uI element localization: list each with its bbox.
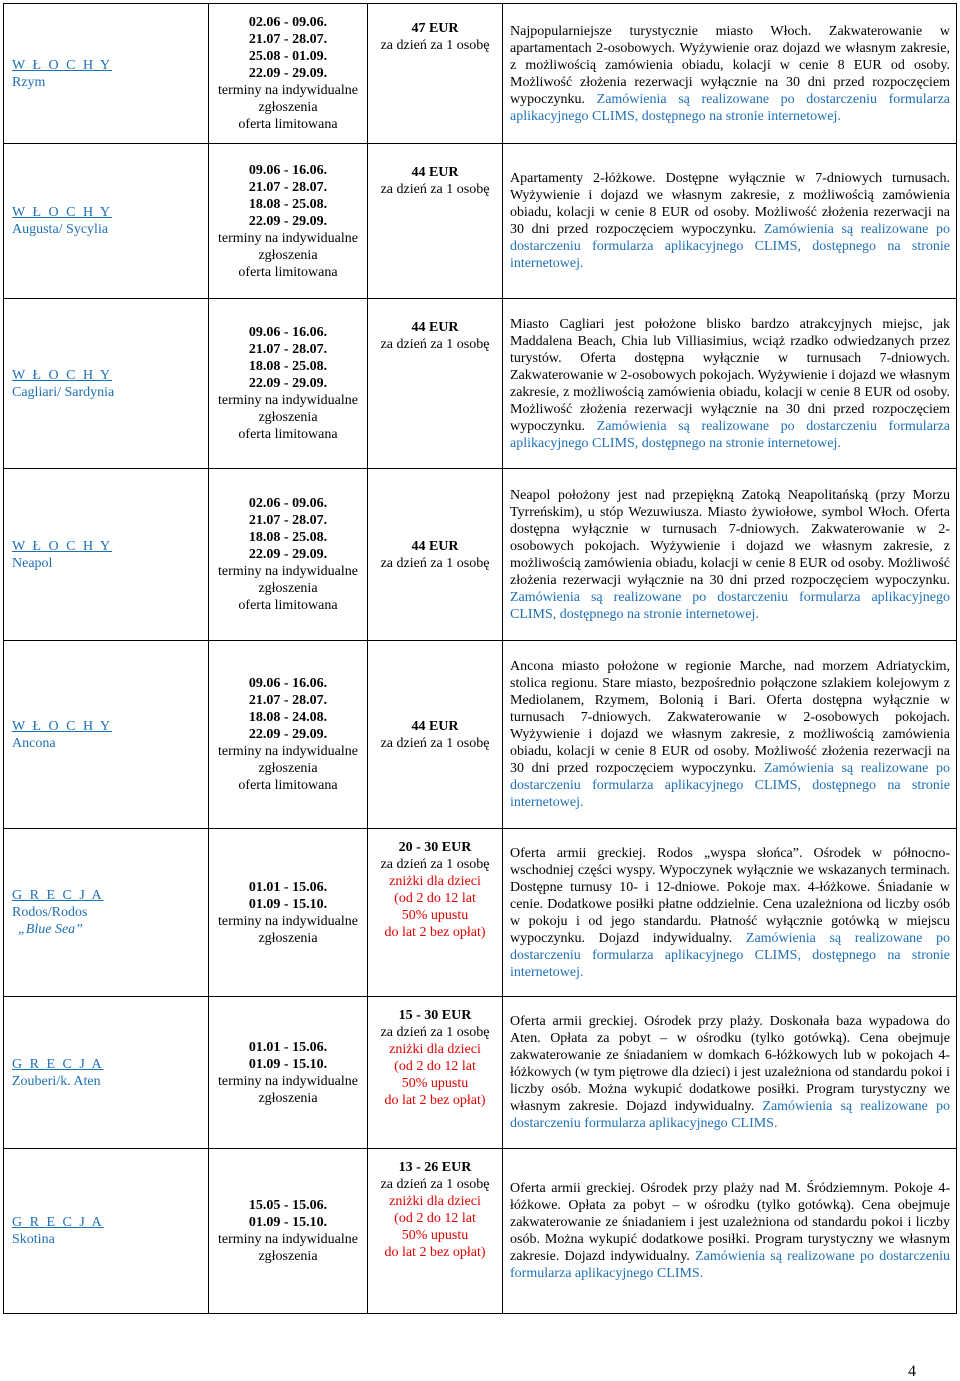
booking-note: terminy na indywidualne (218, 1232, 358, 1247)
date-range: 01.09 - 15.10. (248, 1215, 328, 1230)
child-discount-note: zniżki dla dzieci (389, 1194, 481, 1209)
destination-cell (4, 469, 209, 641)
description-segment: Oferta armii greckiej. Ośrodek przy plaży. Doskonała baza wypadowa do Aten. Opłata za pobyt – w ośrodku (tylko gotówką). Cena obejmuje zakwaterowanie ze śniadaniem w domkach 6-łóżkowych lub w pokojach 4-łóżkowych (w tym piętrowe dla dzieci) i jest uzależniona od standardu pokoi i liczby osób. Można wykupić dodatkowe posiłki. Program turystyczny we własnym zakresie. Dojazd indywidualny. (510, 1014, 950, 1114)
description-cell (503, 641, 957, 829)
date-range: 22.09 - 29.09. (248, 213, 328, 229)
booking-note: oferta limitowana (238, 264, 338, 280)
description-text (510, 658, 950, 811)
offer-row (4, 829, 957, 997)
description-segment: Apartamenty 2-łóżkowe. Dostępne wyłącznie w 7-dniowych turnusach. (510, 171, 950, 186)
price-value: 44 EUR (411, 538, 459, 554)
dates-cell (209, 299, 368, 469)
booking-note: zgłoszenia (258, 581, 318, 596)
description-cell (503, 144, 957, 299)
destination-cell (4, 1149, 209, 1314)
resort-name: „Blue Sea” (18, 922, 83, 937)
booking-note: terminy na indywidualne (218, 230, 358, 246)
date-range: 01.09 - 15.10. (248, 896, 328, 912)
date-range: 18.08 - 24.08. (248, 710, 328, 725)
date-range: 02.06 - 09.06. (248, 15, 328, 30)
description-segment: Wyżywienie oraz dojazd we własnym zakresie, z możliwością zamówienia obiadu, kolacji w cenie 8 EUR od osoby. (510, 40, 950, 73)
description-segment: Miasto Cagliari jest położone blisko bardzo atrakcyjnych miejsc, jak Maddalena Beach, Chia lub Villiasimius, wciąż rzadko odwiedzanych przez turystów. (510, 316, 950, 366)
date-range: 25.08 - 01.09. (248, 49, 328, 64)
booking-note: terminy na indywidualne (218, 744, 358, 759)
offer-row (4, 299, 957, 469)
child-discount-note: 50% upustu (401, 1228, 469, 1243)
city-name: Ancona (12, 735, 56, 751)
child-discount-note: 50% upustu (401, 908, 469, 923)
description-segment: Najpopularniejsze turystycznie miasto Włoch. Zakwaterowanie w apartamentach 2-osobowych. (510, 23, 950, 56)
country-name: W Ł O C H Y (12, 367, 113, 383)
country-name: W Ł O C H Y (12, 205, 113, 220)
booking-note: zgłoszenia (258, 410, 318, 425)
description-text (510, 845, 950, 981)
city-name: Neapol (12, 555, 53, 571)
description-segment: Oferta armii greckiej. Rodos „wyspa słońca”. Ośrodek w północno-wschodniej części wyspy. Wypoczynek wyłącznie we wskazanych terminach. Dostępne turnusy 10- i 12-dniowe. Pokoje max. 4-łóżkowe. Śniadanie w cenie. Dodatkowe posiłki płatne oddzielnie. Cena uzależniona od liczby osób w pokoju i od jego standardu. Płatność wyłącznie gotówką w miejscu wypoczynku. Dojazd indywidualny. (510, 845, 950, 946)
price-unit: za dzień za 1 osobę (380, 555, 490, 571)
child-discount-note: zniżki dla dzieci (389, 1042, 481, 1057)
price-value: 44 EUR (411, 718, 459, 734)
dates-cell (209, 641, 368, 829)
price-value: 44 EUR (411, 320, 459, 335)
booking-note: terminy na indywidualne (218, 913, 358, 929)
price-cell (368, 997, 503, 1149)
date-range: 21.07 - 28.07. (248, 179, 328, 195)
date-range: 18.08 - 25.08. (248, 196, 328, 212)
offer-row (4, 1149, 957, 1314)
booking-note: zgłoszenia (258, 247, 318, 263)
clims-order-note: Zamówienia są realizowane po dostarczeniu formularza aplikacyjnego CLIMS. (510, 1099, 950, 1131)
destination-cell (4, 829, 209, 997)
offers-table (3, 3, 957, 1314)
country-name: G R E C J A (12, 1215, 104, 1230)
country-name: G R E C J A (12, 888, 104, 903)
price-unit: za dzień za 1 osobę (380, 1025, 490, 1040)
child-discount-note: do lat 2 bez opłat) (384, 1093, 486, 1108)
date-range: 21.07 - 28.07. (248, 693, 328, 708)
booking-note: terminy na indywidualne (218, 83, 358, 98)
description-cell (503, 469, 957, 641)
city-name: Augusta/ Sycylia (12, 222, 109, 237)
price-cell (368, 829, 503, 997)
booking-note: terminy na indywidualne (218, 1073, 358, 1089)
child-discount-note: do lat 2 bez opłat) (384, 1245, 486, 1260)
offer-row (4, 641, 957, 829)
description-segment: Możliwość złożenia rezerwacji wyłącznie na 30 dni przed rozpoczęciem wypoczynku. (510, 74, 950, 107)
price-cell (368, 299, 503, 469)
booking-note: zgłoszenia (258, 100, 318, 115)
date-range: 01.09 - 15.10. (248, 1056, 328, 1072)
city-name: Cagliari/ Sardynia (12, 384, 115, 400)
description-cell (503, 1149, 957, 1314)
description-segment: Wyżywienie i dojazd we własnym zakresie, z możliwością zamówienia obiadu, kolacji w cenie 8 EUR od osoby. (510, 188, 950, 220)
description-segment: Neapol położony jest nad przepiękną Zatoką Neapolitańską (przy Morzu Tyrreńskim), u stóp Wezuwiusza. Miasto żywiołowe, symbol Włoch. (510, 487, 950, 520)
date-range: 22.09 - 29.09. (248, 376, 328, 391)
price-value: 44 EUR (411, 165, 459, 180)
description-cell (503, 829, 957, 997)
booking-note: oferta limitowana (238, 427, 338, 442)
date-range: 01.01 - 15.06. (248, 879, 328, 895)
description-segment: Możliwość złożenia rezerwacji wyłącznie na 30 dni przed rozpoczęciem wypoczynku. (510, 555, 950, 588)
price-value: 20 - 30 EUR (398, 840, 472, 855)
date-range: 22.09 - 29.09. (248, 66, 328, 81)
description-segment: Możliwość złożenia rezerwacji wyłącznie na 30 dni przed rozpoczęciem wypoczynku. (510, 401, 950, 434)
description-cell (503, 299, 957, 469)
date-range: 09.06 - 16.06. (248, 162, 328, 178)
dates-cell (209, 829, 368, 997)
city-name: Rzym (12, 74, 46, 90)
price-value: 15 - 30 EUR (398, 1008, 472, 1023)
date-range: 02.06 - 09.06. (248, 496, 328, 511)
child-discount-note: 50% upustu (401, 1076, 469, 1091)
booking-note: zgłoszenia (258, 1249, 318, 1264)
description-segment: Ancona miasto położone w regionie Marche, nad morzem Adriatyckim, stolica regionu. Stare miasto, bezpośrednio połączone szlakiem kolejowym z Mediolanem, Rzymem, Bolonią i Bari. (510, 659, 950, 708)
date-range: 21.07 - 28.07. (248, 32, 328, 47)
dates-cell (209, 4, 368, 144)
description-segment: Oferta dostępna wyłącznie w turnusach 7-dniowych. Zakwaterowanie w 2-osobowych pokojach. Wyżywienie i dojazd we własnym zakresie, z możliwością zamówienia obiadu, kolacji w cenie 8 EUR od osoby. (510, 693, 950, 759)
booking-note: zgłoszenia (258, 930, 318, 946)
destination-cell (4, 641, 209, 829)
price-cell (368, 469, 503, 641)
description-segment: Oferta dostępna wyłącznie w turnusach 7-dniowych. Zakwaterowanie w 2-osobowych pokojach. Wyżywienie i dojazd we własnym zakresie, z możliwością zamówienia obiadu, kolacji w cenie 8 EUR od osoby. (510, 350, 950, 400)
date-range: 22.09 - 29.09. (248, 547, 328, 562)
price-unit: za dzień za 1 osobę (380, 182, 490, 197)
country-name: W Ł O C H Y (12, 57, 113, 73)
dates-cell (209, 144, 368, 299)
child-discount-note: (od 2 do 12 lat (394, 1059, 476, 1074)
clims-order-note: Zamówienia są realizowane po dostarczeniu formularza aplikacyjnego CLIMS, dostępnego na stronie internetowej. (510, 418, 950, 451)
date-range: 18.08 - 25.08. (248, 359, 328, 374)
clims-order-note: Zamówienia są realizowane po dostarczeniu formularza aplikacyjnego CLIMS, dostępnego na stronie internetowej. (510, 589, 950, 622)
dates-cell (209, 469, 368, 641)
destination-cell (4, 144, 209, 299)
price-value: 13 - 26 EUR (398, 1160, 472, 1175)
price-value: 47 EUR (411, 21, 459, 36)
date-range: 21.07 - 28.07. (248, 513, 328, 528)
clims-order-note: Zamówienia są realizowane po dostarczeniu formularza aplikacyjnego CLIMS, dostępnego na stronie internetowej. (510, 222, 950, 271)
offer-row (4, 4, 957, 144)
child-discount-note: zniżki dla dzieci (389, 874, 481, 889)
price-cell (368, 1149, 503, 1314)
price-unit: za dzień za 1 osobę (380, 735, 490, 751)
offers-table-body (4, 4, 957, 1314)
dates-cell (209, 1149, 368, 1314)
dates-cell (209, 997, 368, 1149)
description-segment: Możliwość złożenia rezerwacji na 30 dni przed rozpoczęciem wypoczynku. (510, 744, 950, 776)
date-range: 22.09 - 29.09. (248, 727, 328, 742)
destination-cell (4, 299, 209, 469)
description-text (510, 487, 950, 623)
price-cell (368, 641, 503, 829)
child-discount-note: do lat 2 bez opłat) (384, 925, 486, 940)
date-range: 21.07 - 28.07. (248, 342, 328, 357)
destination-cell (4, 997, 209, 1149)
offer-row (4, 997, 957, 1149)
booking-note: zgłoszenia (258, 1090, 318, 1106)
description-cell (503, 997, 957, 1149)
price-cell (368, 4, 503, 144)
date-range: 18.08 - 25.08. (248, 530, 328, 545)
clims-order-note: Zamówienia są realizowane po dostarczeniu formularza aplikacyjnego CLIMS, dostępnego na stronie internetowej. (510, 761, 950, 810)
child-discount-note: (od 2 do 12 lat (394, 1211, 476, 1226)
price-unit: za dzień za 1 osobę (380, 337, 490, 352)
page-number: 4 (908, 1363, 916, 1380)
booking-note: terminy na indywidualne (218, 393, 358, 408)
description-text (510, 1180, 950, 1282)
destination-cell (4, 4, 209, 144)
date-range: 09.06 - 16.06. (248, 676, 328, 691)
description-cell (503, 4, 957, 144)
city-name: Skotina (12, 1232, 55, 1247)
description-text (510, 316, 950, 452)
description-segment: Oferta armii greckiej. Ośrodek przy plaży nad M. Śródziemnym. Pokoje 4-łóżkowe. Opłata za pobyt – w ośrodku (tylko gotówką). Cena obejmuje zakwaterowanie ze śniadaniem i jest uzależniona od standardu pokoi i liczby osób. Można wykupić dodatkowe posiłki. Program turystyczny we własnym zakresie. Dojazd indywidualny. (510, 1181, 950, 1264)
date-range: 15.05 - 15.06. (248, 1198, 328, 1213)
description-text (510, 1013, 950, 1132)
description-text (510, 23, 950, 125)
city-name: Zouberi/k. Aten (12, 1073, 101, 1089)
city-name: Rodos/Rodos (12, 905, 88, 920)
description-text (510, 170, 950, 272)
offer-row (4, 469, 957, 641)
date-range: 01.01 - 15.06. (248, 1039, 328, 1055)
booking-note: terminy na indywidualne (218, 564, 358, 579)
date-range: 09.06 - 16.06. (248, 325, 328, 340)
booking-note: oferta limitowana (238, 598, 338, 613)
price-cell (368, 144, 503, 299)
price-unit: za dzień za 1 osobę (380, 38, 490, 53)
booking-note: oferta limitowana (238, 117, 338, 132)
price-unit: za dzień za 1 osobę (380, 1177, 490, 1192)
price-unit: za dzień za 1 osobę (380, 857, 490, 872)
offer-row (4, 144, 957, 299)
country-name: W Ł O C H Y (12, 718, 113, 734)
country-name: W Ł O C H Y (12, 538, 113, 554)
country-name: G R E C J A (12, 1056, 104, 1072)
clims-order-note: Zamówienia są realizowane po dostarczeniu formularza aplikacyjnego CLIMS. (510, 1249, 950, 1281)
description-segment: Oferta dostępna wyłącznie w turnusach 7-dniowych. Zakwaterowanie w 2-osobowych pokojach. Wyżywienie i dojazd we własnym zakresie, z możliwością zamówienia obiadu, kolacji w cenie 8 EUR od osoby. (510, 504, 950, 571)
description-segment: Możliwość złożenia rezerwacji na 30 dni przed rozpoczęciem wypoczynku. (510, 205, 950, 237)
child-discount-note: (od 2 do 12 lat (394, 891, 476, 906)
booking-note: zgłoszenia (258, 761, 318, 776)
booking-note: oferta limitowana (238, 778, 338, 793)
clims-order-note: Zamówienia są realizowane po dostarczeniu formularza aplikacyjnego CLIMS, dostępnego na stronie internetowej. (510, 91, 950, 124)
clims-order-note: Zamówienia są realizowane po dostarczeniu formularza aplikacyjnego CLIMS, dostępnego na stronie internetowej. (510, 930, 950, 980)
